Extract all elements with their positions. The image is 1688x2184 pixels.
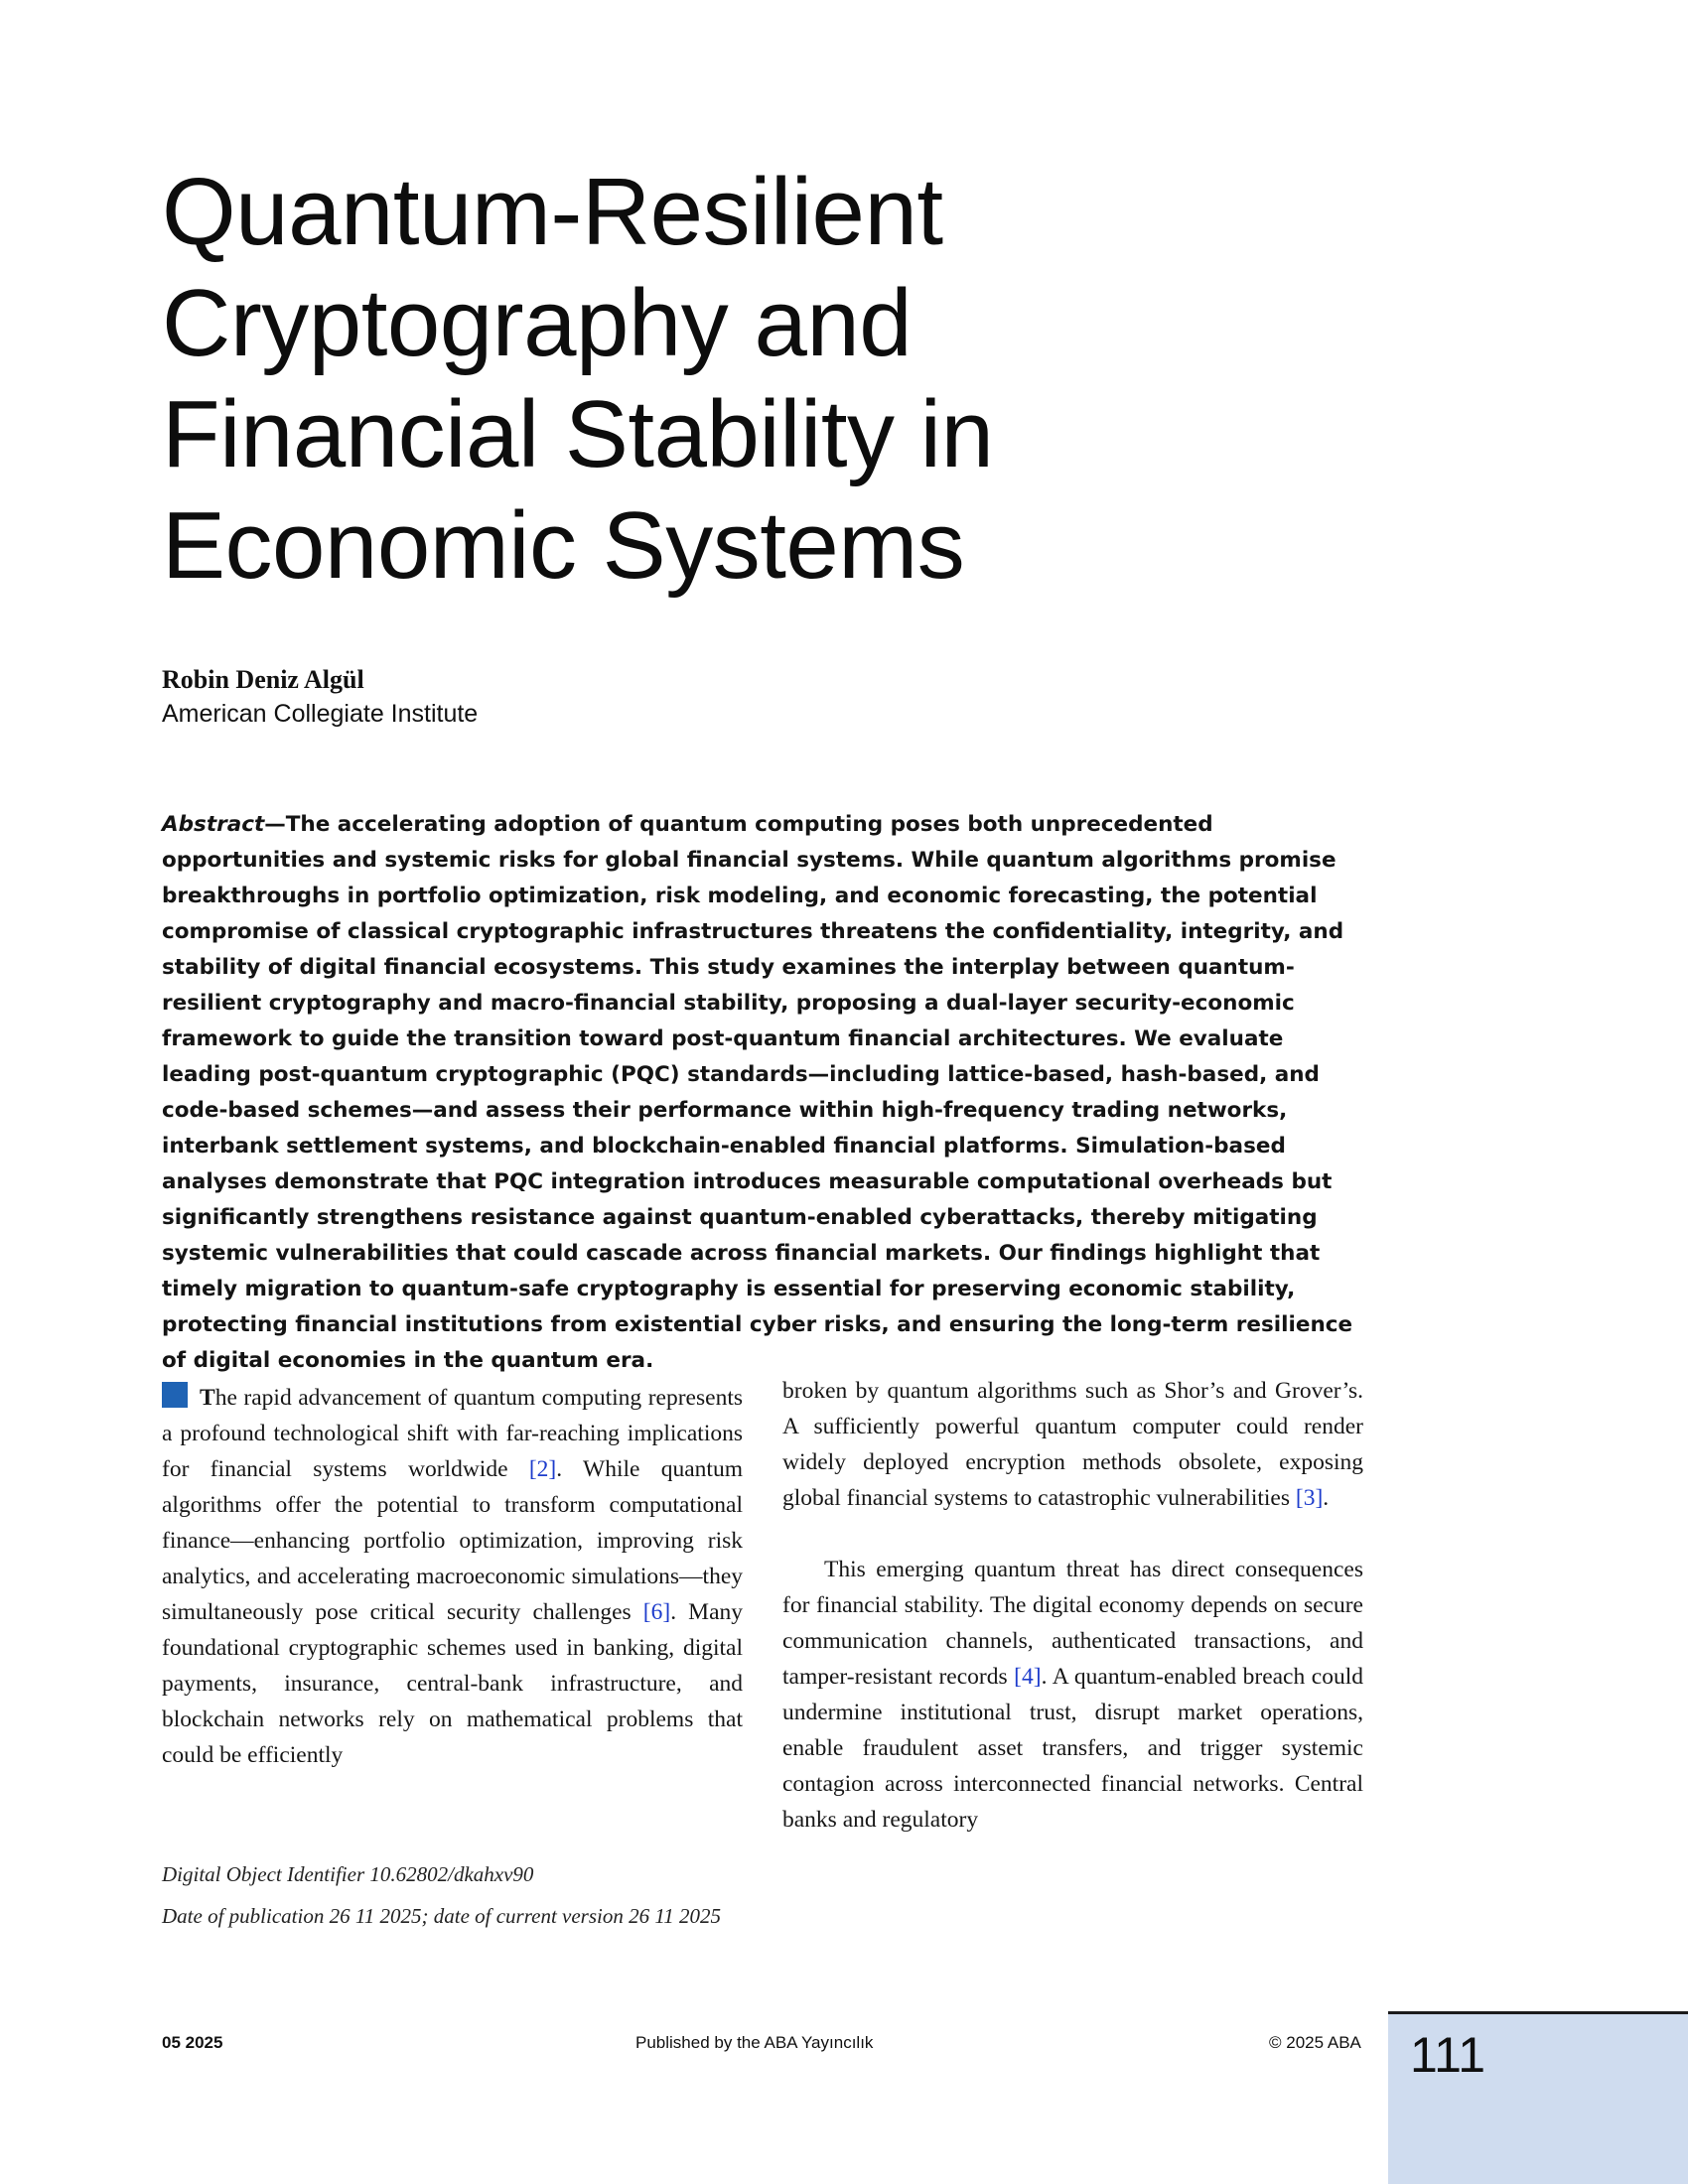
body-text: broken by quantum algorithms such as Shor’s and Grover’s. A sufficiently powerful quantum computer could render widely deployed encryption methods obsolete, exposing global financial systems to catastrophic vulnerabilities — [782, 1378, 1363, 1511]
body-paragraph — [162, 1380, 743, 1773]
page-number-box — [1388, 2011, 1688, 2184]
doi-line: Digital Object Identifier 10.62802/dkahxv90 — [162, 1862, 534, 1886]
body-text: . — [1323, 1485, 1330, 1511]
body-text: . Many foundational cryptographic schemes used in banking, digital payments, insurance, central-bank infrastructure, and blockchain networks rely on mathematical problems that could be efficiently — [162, 1599, 744, 1768]
body-text: . While quantum algorithms offer the potential to transform computational finance—enhancing portfolio optimization, improving risk analytics, and accelerating macroeconomic simulations—they simultaneously pose critical security challenges — [162, 1456, 743, 1625]
body-paragraph — [782, 1552, 1363, 1838]
body-text: . A quantum-enabled breach could undermine institutional trust, disrupt market operations, enable fraudulent asset transfers, and trigger systemic contagion across interconnected financial networks. Central banks and regulatory — [782, 1664, 1363, 1833]
page-number: 111 — [1410, 2027, 1486, 2083]
citation-link[interactable]: [6] — [642, 1599, 671, 1625]
title-line: Economic Systems — [162, 492, 965, 599]
section-marker-square — [162, 1382, 188, 1408]
abstract-text: —The accelerating adoption of quantum computing poses both unprecedented opportunities and systemic risks for global financial systems. While quantum algorithms promise breakthroughs in portfolio optimization, risk modeling, and economic forecasting, the potential compromise of classical cryptographic infrastructures threatens the confidentiality, integrity, and stability of digital financial ecosystems. This study examines the interplay between quantum-resilient cryptography and macro-financial stability, proposing a dual-layer security-economic framework to guide the transition toward post-quantum financial architectures. We evaluate leading post-quantum cryptographic (PQC) standards—including lattice-based, hash-based, and code-based schemes—and assess their performance within high-frequency trading networks, interbank settlement systems, and blockchain-enabled financial platforms. Simulation-based analyses demonstrate that PQC integration introduces measurable computational overheads but significantly strengthens resistance against quantum-enabled cyberattacks, thereby mitigating systemic vulnerabilities that could cascade across financial markets. Our findings highlight that timely migration to quantum-safe cryptography is essential for preserving economic stability, protecting financial institutions from existential cyber risks, and ensuring the long-term resilience of digital economies in the quantum era. — [162, 812, 1353, 1373]
footer-issue: 05 2025 — [162, 2033, 223, 2052]
footer-copyright: © 2025 ABA — [1269, 2033, 1361, 2052]
author-name: Robin Deniz Algül — [162, 665, 364, 694]
abstract — [162, 807, 1361, 1379]
footer-publisher: Published by the ABA Yayıncılık — [635, 2033, 874, 2052]
title-line: Cryptography and — [162, 270, 913, 376]
author-affiliation: American Collegiate Institute — [162, 700, 479, 728]
body-text: This emerging quantum threat has direct consequences for financial stability. The digital economy depends on secure communication channels, authenticated transactions, and tamper-resistant records — [782, 1557, 1363, 1690]
abstract-label: Abstract — [162, 812, 265, 837]
title-line: Quantum-Resilient — [162, 159, 943, 265]
body-column-right — [782, 1373, 1363, 1838]
body-text: he rapid advancement of quantum computing represents a profound technological shift with far-reaching implications for financial systems worldwide — [162, 1385, 743, 1482]
dropcap-letter: T — [200, 1385, 215, 1411]
title-line: Financial Stability in — [162, 381, 994, 487]
publication-dates: Date of publication 26 11 2025; date of current version 26 11 2025 — [162, 1904, 722, 1928]
paper-title — [162, 157, 1155, 602]
citation-link[interactable]: [2] — [528, 1456, 557, 1482]
body-column-left — [162, 1380, 743, 1773]
body-paragraph — [782, 1373, 1363, 1516]
publication-metadata — [162, 1853, 743, 1937]
citation-link[interactable]: [4] — [1014, 1664, 1042, 1690]
citation-link[interactable]: [3] — [1295, 1485, 1324, 1511]
